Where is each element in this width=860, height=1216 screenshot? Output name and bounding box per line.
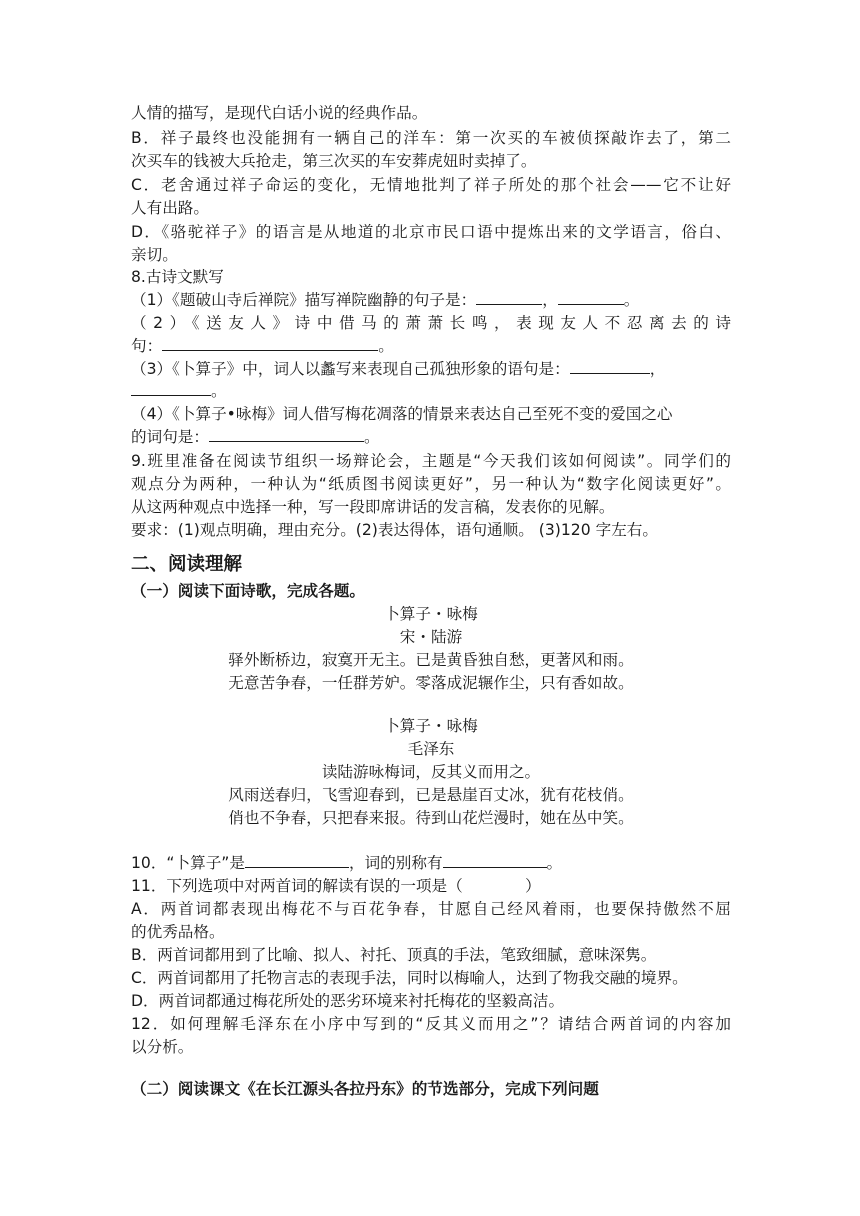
answer-blank[interactable] <box>131 381 211 396</box>
poem-1-title: 卜算子・咏梅 <box>384 605 478 623</box>
question-11: 11．下列选项中对两首词的解读有误的一项是（ ） <box>131 877 541 895</box>
option-d-line-2: 亲切。 <box>131 246 178 264</box>
q11-option-c: C．两首词都用了托物言志的表现手法，同时以梅喻人，达到了物我交融的境界。 <box>131 969 688 987</box>
section-heading: 二、阅读理解 <box>131 554 243 575</box>
question-12: 12．如何理解毛泽东在小序中写到的“反其义而用之”？请结合两首词的内容加 <box>131 1015 731 1033</box>
option-a-continuation: 人情的描写，是现代白话小说的经典作品。 <box>131 104 428 122</box>
q11-option-a-cont: 的优秀品格。 <box>131 923 225 941</box>
answer-blank[interactable] <box>570 359 650 374</box>
q11-option-b: B．两首词都用到了比喻、拟人、衬托、顶真的手法，笔致细腻，意味深隽。 <box>131 946 657 964</box>
option-b-line-2: 次买车的钱被大兵抢走，第三次买的车安葬虎妞时卖掉了。 <box>131 152 537 170</box>
question-8-item-4-answer <box>131 426 731 448</box>
question-8-item-2: （2）《送友人》诗中借马的萧萧长鸣，表现友人不忍离去的诗 <box>131 314 731 332</box>
answer-blank[interactable] <box>476 290 542 305</box>
question-10 <box>131 852 731 874</box>
poem-1-line-2: 无意苦争春，一任群芳妒。零落成泥辗作尘，只有香如故。 <box>228 674 634 692</box>
poem-2-line-2: 俏也不争春，只把春来报。待到山花烂漫时，她在丛中笑。 <box>228 809 634 827</box>
question-8-item-1 <box>131 289 731 311</box>
question-12-cont: 以分析。 <box>131 1038 194 1056</box>
item-4-prefix: 的词句是： <box>131 428 209 446</box>
question-9-line-2: 观点分为两种，一种认为“纸质图书阅读更好”，另一种认为“数字化阅读更好”。 <box>131 475 731 493</box>
option-c-line-1: C．老舍通过祥子命运的变化，无情地批判了祥子所处的那个社会——它不让好 <box>131 176 731 194</box>
answer-blank[interactable] <box>443 853 547 868</box>
answer-blank[interactable] <box>209 427 364 442</box>
question-8-item-4: （4）《卜算子•咏梅》词人借写梅花凋落的情景来表达自己至死不变的爱国之心 <box>131 405 673 423</box>
item-4-period: 。 <box>363 428 380 446</box>
answer-blank[interactable] <box>245 853 349 868</box>
poem-1-line-1: 驿外断桥边，寂寞开无主。已是黄昏独自愁，更著风和雨。 <box>228 651 634 669</box>
item-3-period: 。 <box>211 382 227 400</box>
item-3-comma: ， <box>649 360 666 378</box>
item-1-text: （1）《题破山寺后禅院》描写禅院幽静的句子是： <box>131 291 477 309</box>
question-8-item-2-answer <box>131 335 731 357</box>
item-2-period: 。 <box>378 337 394 355</box>
item-3-text: （3）《卜算子》中，词人以蠡写来表现自己孤独形象的语句是： <box>131 360 570 378</box>
q10-mid: ，词的别称有 <box>348 854 443 872</box>
question-9-requirements: 要求：(1)观点明确，理由充分。(2)表达得体，语句通顺。 (3)120 字左右。 <box>131 521 658 539</box>
item-1-period: 。 <box>623 291 640 309</box>
poem-1-author: 宋・陆游 <box>399 628 463 646</box>
q10-text: 10．“卜算子”是 <box>131 854 245 872</box>
poem-2-author: 毛泽东 <box>407 740 455 758</box>
poem-2-line-1: 风雨送春归，飞雪迎春到，已是悬崖百丈冰，犹有花枝俏。 <box>228 786 634 804</box>
subsection-2-heading: （二）阅读课文《在长江源头各拉丹东》的节选部分，完成下列问题 <box>131 1080 599 1098</box>
option-d-line-1: D．《骆驼祥子》的语言是从地道的北京市民口语中提炼出来的文学语言，俗白、 <box>131 223 731 241</box>
q11-option-d: D．两首词都通过梅花所处的恶劣环境来衬托梅花的坚毅高洁。 <box>131 992 565 1010</box>
option-c-line-2: 人有出路。 <box>131 199 209 217</box>
question-9-line-1: 9.班里准备在阅读节组织一场辩论会，主题是“今天我们该如何阅读”。同学们的 <box>131 452 731 470</box>
question-8-title: 8.古诗文默写 <box>131 268 224 286</box>
poem-2-preface: 读陆游咏梅词，反其义而用之。 <box>321 763 541 781</box>
answer-blank[interactable] <box>558 290 624 305</box>
subsection-1-heading: （一）阅读下面诗歌，完成各题。 <box>131 582 365 600</box>
q10-period: 。 <box>546 854 563 872</box>
item-2-prefix: 句： <box>131 337 163 355</box>
question-9-line-3: 从这两种观点中选择一种，写一段即席讲话的发言稿，发表你的见解。 <box>131 498 615 516</box>
item-1-comma: ， <box>542 291 558 309</box>
answer-blank[interactable] <box>162 336 378 351</box>
option-b-line-1: B．祥子最终也没能拥有一辆自己的洋车：第一次买的车被侦探敲诈去了，第二 <box>131 129 731 147</box>
q11-option-a: A．两首词都表现出梅花不与百花争春，甘愿自己经风着雨，也要保持傲然不屈 <box>131 900 731 918</box>
poem-2-title: 卜算子・咏梅 <box>384 717 478 735</box>
question-8-item-3 <box>131 358 731 380</box>
question-8-item-3-answer <box>131 380 731 402</box>
